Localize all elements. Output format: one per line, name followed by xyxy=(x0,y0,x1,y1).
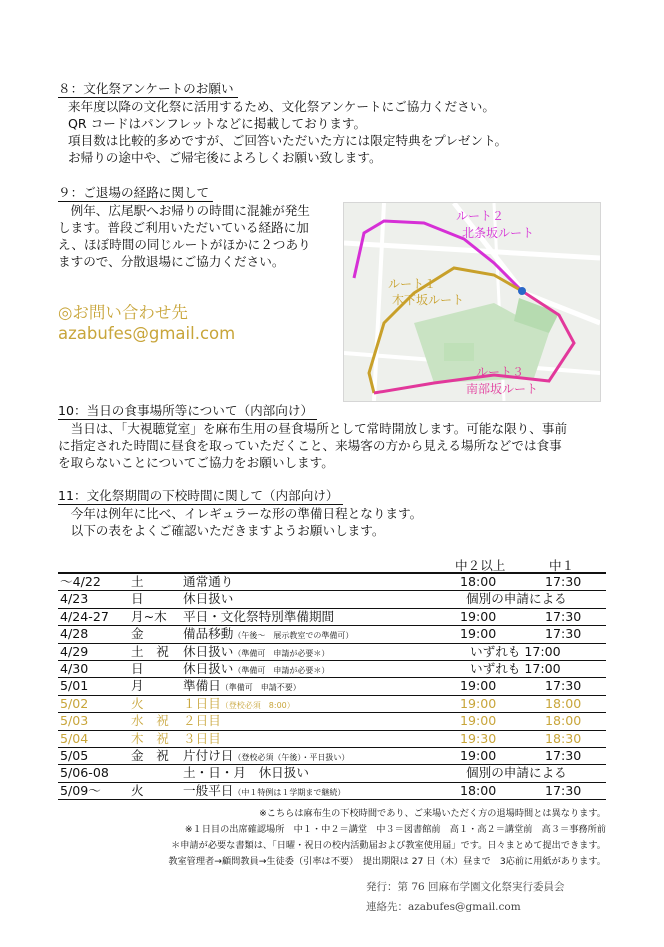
schedule-row xyxy=(58,747,606,764)
row-day: 金 祝 xyxy=(131,747,169,763)
route-3-label: ルート３ xyxy=(476,365,525,379)
col-header-lower: 中１ xyxy=(549,558,575,573)
note-line: ※こちらは麻布生の下校時間であり、ご来場いただく方の退場時間とは異なります。 xyxy=(259,808,606,819)
section-9 xyxy=(58,184,343,270)
row-day: 火 xyxy=(131,695,144,711)
row-time-lower: 17:30 xyxy=(545,678,582,694)
row-date: 5/09〜 xyxy=(60,782,101,798)
row-time-lower: 17:30 xyxy=(545,626,582,642)
row-time-upper: 19:00 xyxy=(460,747,497,763)
schedule-header xyxy=(58,555,606,572)
row-time-upper: 19:00 xyxy=(460,713,497,729)
section-8-line: QR コードはパンフレットなどに掲載しております。 xyxy=(68,116,367,131)
schedule-row xyxy=(58,712,606,729)
row-date: 5/06-08 xyxy=(60,765,109,781)
row-event xyxy=(183,696,295,714)
row-event: 通常通り xyxy=(183,574,234,589)
row-time-lower: 17:30 xyxy=(545,782,582,798)
row-day: 日 xyxy=(131,591,144,607)
row-event-text: 休日扱い xyxy=(183,660,234,676)
section-8-line: 来年度以降の文化祭に活用するため、文化祭アンケートにご協力ください。 xyxy=(68,99,495,114)
row-event-text: 片付け日 xyxy=(183,747,234,763)
row-day: 金 xyxy=(131,626,144,642)
note-line: 教室管理者→顧問教員→生徒委（引率は不要） 提出期限は 27 日（木）昼まで 3応前に用紙があります。 xyxy=(168,856,606,867)
section-11-line: 以下の表をよくご確認いただきますようお願いします。 xyxy=(58,523,385,538)
route-3-name: 南部坂ルート xyxy=(466,382,539,396)
row-event-text: 準備日 xyxy=(183,678,221,694)
note-line: ※１日目の出席確認場所 中１・中２＝講堂 中３＝図書館前 高１・高２＝講堂前 高３＝事務所前 xyxy=(184,824,606,835)
route-2-label: ルート２ xyxy=(456,209,505,223)
row-day: 火 xyxy=(131,782,144,798)
col-header-upper: 中２以上 xyxy=(455,558,506,573)
schedule-notes xyxy=(168,806,606,870)
route-1-name: 木下坂ルート xyxy=(392,293,465,307)
row-date: 5/03 xyxy=(60,713,89,729)
section-11 xyxy=(58,487,422,539)
section-9-line: え、ほぼ時間の同じルートがほかに２つあり xyxy=(58,237,311,252)
route-map xyxy=(343,202,601,402)
schedule-table xyxy=(58,555,606,800)
schedule-row xyxy=(58,660,606,677)
row-date: 〜4/22 xyxy=(60,574,101,589)
schedule-row xyxy=(58,764,606,781)
section-10 xyxy=(58,402,567,471)
section-9-heading: ９：ご退場の経路に関して xyxy=(58,184,213,202)
row-time-lower: 18:00 xyxy=(545,713,582,729)
section-10-line: を取らないことについてご協力をお願いします。 xyxy=(58,455,334,470)
section-9-line: します。普段ご利用いただいている経路に加 xyxy=(58,220,309,235)
row-event xyxy=(183,783,345,801)
row-event-note: （登校必須（午後）・平日扱い） xyxy=(233,752,350,762)
row-time-upper: 19:30 xyxy=(460,730,497,746)
row-time-upper: 18:00 xyxy=(460,574,497,589)
row-event-note: （登校必須 8:00） xyxy=(220,700,295,710)
row-time-span: 個別の申請による xyxy=(466,765,567,781)
schedule-row xyxy=(58,590,606,607)
schedule-rows xyxy=(58,572,606,800)
row-event xyxy=(183,644,329,662)
contact-block xyxy=(58,302,235,344)
footer xyxy=(366,877,565,917)
section-10-line: に指定された時間に昼食を取っていただくこと、来場客の方から見える場所などでは食事 xyxy=(58,438,562,453)
schedule-row xyxy=(58,643,606,660)
row-day: 木 祝 xyxy=(131,730,169,746)
section-10-heading: 10：当日の食事場所等について（内部向け） xyxy=(58,402,317,420)
contact-label: ◎お問い合わせ先 xyxy=(58,303,188,322)
row-time-lower: 17:30 xyxy=(545,608,582,624)
row-date: 5/02 xyxy=(60,695,89,711)
row-event-note: （準備可 申請が必要＊） xyxy=(233,665,330,675)
row-date: 4/28 xyxy=(60,626,89,642)
row-time-span: いずれも 17:00 xyxy=(470,660,561,676)
section-9-line: ますので、分散退場にご協力ください。 xyxy=(58,254,285,269)
row-event-note: （準備可 申請が必要＊） xyxy=(233,648,330,658)
row-date: 4/30 xyxy=(60,660,89,676)
section-10-line: 当日は、「大視聴覚室」を麻布生用の昼食場所として常時開放します。可能な限り、事前 xyxy=(58,421,568,436)
row-event: 平日・文化祭特別準備期間 xyxy=(183,608,335,624)
section-8-line: お帰りの途中や、ご帰宅後によろしくお願い致します。 xyxy=(68,150,382,165)
section-11-heading: 11：文化祭期間の下校時間に関して（内部向け） xyxy=(58,487,343,505)
section-11-line: 今年は例年に比べ、イレギュラーな形の準備日程となります。 xyxy=(58,506,423,521)
row-date: 5/04 xyxy=(60,730,89,746)
contact-email[interactable]: azabufes@gmail.com xyxy=(58,324,236,343)
row-event-text: １日目 xyxy=(183,695,221,711)
row-time-lower: 18:30 xyxy=(545,730,582,746)
station-marker-icon xyxy=(518,287,526,295)
row-event: 土・日・月 休日扱い xyxy=(183,765,309,781)
row-event-note: （中１特例は１学期まで継続） xyxy=(233,787,346,797)
schedule-row xyxy=(58,730,606,747)
row-day: 月 xyxy=(131,678,144,694)
row-date: 4/24-27 xyxy=(60,608,109,624)
row-time-upper: 19:00 xyxy=(460,626,497,642)
row-day: 月~木 xyxy=(131,608,167,624)
row-day: 日 xyxy=(131,660,144,676)
row-event-text: 備品移動 xyxy=(183,626,234,642)
route-2-name: 北条坂ルート xyxy=(462,226,535,240)
schedule-row xyxy=(58,572,606,590)
schedule-row xyxy=(58,782,606,800)
row-date: 4/23 xyxy=(60,591,89,607)
row-event xyxy=(183,626,353,644)
row-time-lower: 18:00 xyxy=(545,695,582,711)
schedule-row xyxy=(58,677,606,694)
schedule-row xyxy=(58,625,606,642)
section-9-line: 例年、広尾駅へお帰りの時間に混雑が発生 xyxy=(58,203,310,218)
schedule-row xyxy=(58,608,606,625)
row-time-span: いずれも 17:00 xyxy=(470,643,561,659)
row-event xyxy=(183,748,349,766)
row-time-span: 個別の申請による xyxy=(466,591,567,607)
footer-publisher: 発行：第 76 回麻布学園文化祭実行委員会 xyxy=(366,881,565,893)
schedule-row xyxy=(58,695,606,712)
row-day: 水 祝 xyxy=(131,713,169,729)
row-event: ３日目 xyxy=(183,730,221,746)
row-date: 5/01 xyxy=(60,678,89,694)
section-8 xyxy=(58,80,507,166)
row-date: 5/05 xyxy=(60,747,89,763)
row-event-text: 休日扱い xyxy=(183,643,234,659)
row-day: 土 xyxy=(131,574,144,589)
row-time-upper: 18:00 xyxy=(460,782,497,798)
row-time-upper: 19:00 xyxy=(460,678,497,694)
note-line: ＊申請が必要な書類は、「日曜・祝日の校内活動届および教室使用届」です。日々まとめて提出できます。 xyxy=(171,840,606,851)
section-8-line: 項目数は比較的多めですが、ご回答いただいた方には限定特典をプレゼント。 xyxy=(68,133,508,148)
route-map-graphic xyxy=(344,203,600,401)
row-event: 休日扱い xyxy=(183,591,234,607)
row-time-upper: 19:00 xyxy=(460,608,497,624)
row-event-text: 一般平日 xyxy=(183,782,234,798)
route-1-label: ルート１ xyxy=(388,277,437,291)
row-time-upper: 19:00 xyxy=(460,695,497,711)
row-event-note: （午後〜 展示教室での準備可） xyxy=(233,631,354,641)
row-time-lower: 17:30 xyxy=(545,574,582,589)
row-time-lower: 17:30 xyxy=(545,747,582,763)
row-date: 4/29 xyxy=(60,643,89,659)
row-event: ２日目 xyxy=(183,713,221,729)
row-event xyxy=(183,661,329,679)
footer-contact: 連絡先：azabufes@gmail.com xyxy=(366,901,521,913)
row-event xyxy=(183,678,301,696)
section-8-heading: ８：文化祭アンケートのお願い xyxy=(58,80,238,98)
row-day: 土 祝 xyxy=(131,643,169,659)
row-event-note: （準備可 申請不要） xyxy=(220,683,301,693)
